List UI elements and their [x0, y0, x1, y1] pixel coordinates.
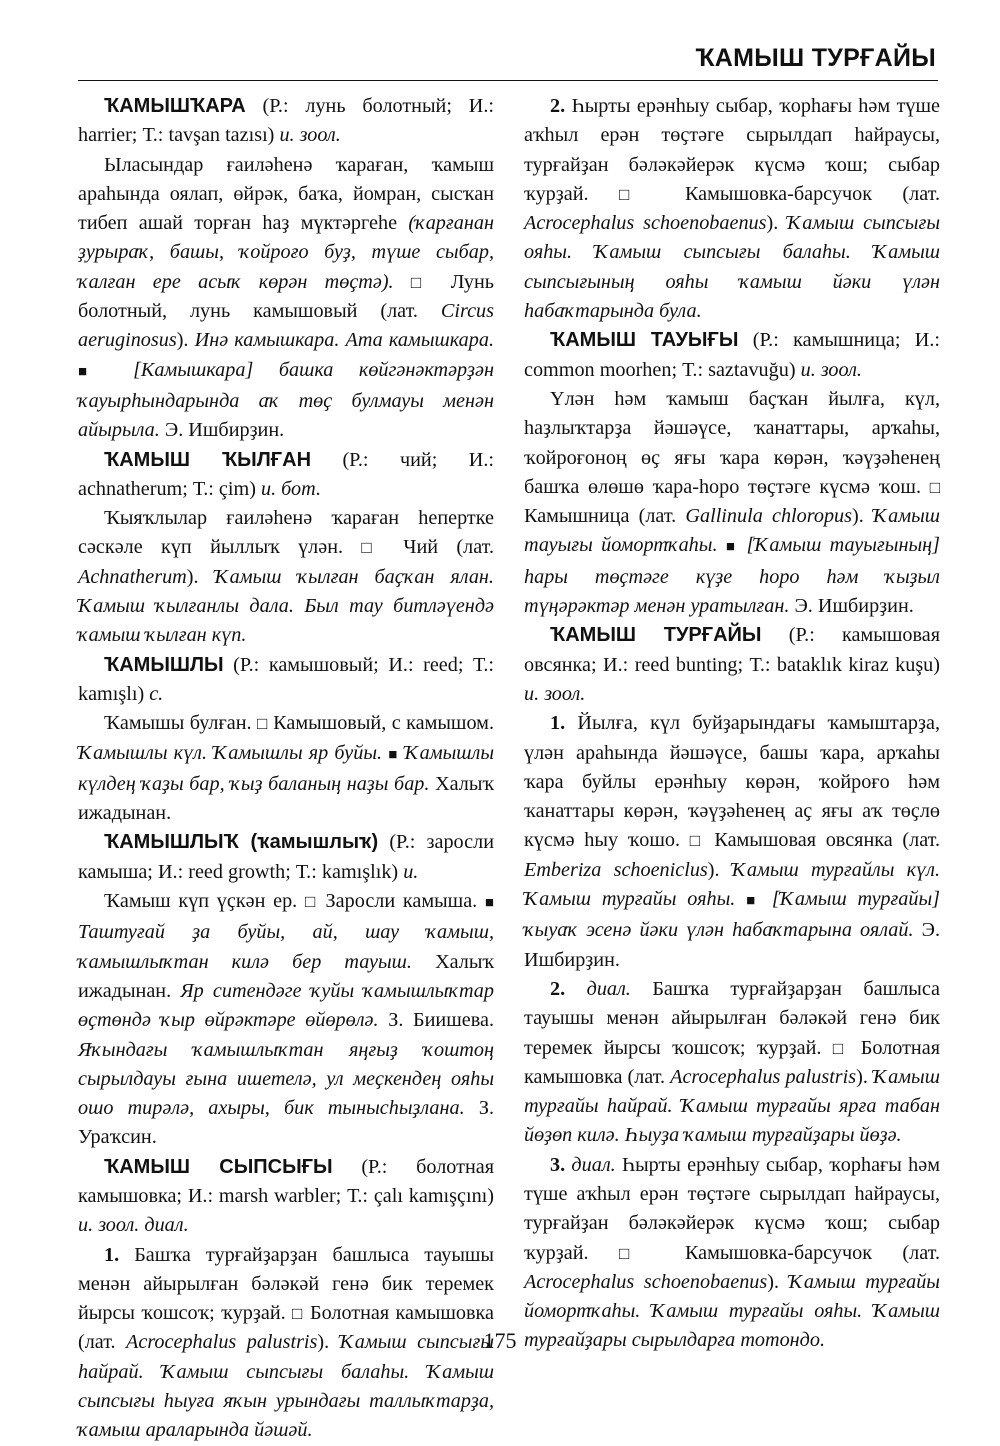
headword: ҠАМЫШЛЫҠ (ҡамышлыҡ) [104, 831, 379, 854]
quotation: Яҡындағы ҡамышлыҡтан яңғыҙ ҡоштоң сырылдауы ғына ишетелә, ул меҫкендең ояһы ошо тирәлә, ахыры, бик тынысһыҙлана. [78, 1038, 494, 1120]
grammar-label: и. зоол. [800, 358, 862, 381]
headword: ҠАМЫШ СЫПСЫҒЫ [104, 1155, 333, 1178]
examples: Ҡамыш турғайы һайрай. Ҡамыш турғайы ярға табан йөҙөп килә. Һыуҙа ҡамыш турғайҙары йөҙә. [524, 1065, 940, 1147]
entry-kamysh-tauyghy-body [524, 385, 940, 621]
definition: Башҡа турғайҙарҙан башлыса тауышы менән айырылған бәләкәй генә бик теремек йырсы ҡошсоҡ; ҡурҙай. [524, 977, 941, 1059]
russian-equivalent: Болотная камышовка (лат. [78, 1302, 494, 1354]
definition: Үлән һәм ҡамыш баҫҡан йылға, күл, һаҙлыҡтарҙа йәшәүсе, ҡанаттары, арҡаһы, ҡойроғоноң өҫ яғы ҡара көрән, ҡәүҙәһенең башҡа өлөшө ҡара-һоро төҫтәге күсмә ҡош. [524, 387, 940, 498]
white-square-icon: □ [618, 184, 655, 204]
grammar-label: и. зоол. диал. [78, 1214, 189, 1237]
quotation: [Камышкара] башка көйгәнәктәрҙән ҡауырһындарында аҡ төҫ булмауы менән айырыла. [78, 358, 494, 442]
entry-meta: (Р.: заросли камыша; И.: reed growth; Т.: kamışlık) [78, 831, 494, 883]
russian-equivalent-end: ). [852, 505, 873, 528]
entry-kamysh-turghayy-sense-3 [524, 1151, 940, 1356]
sense-number: 1. [104, 1243, 120, 1266]
examples: Ҡамыш сыпсығы һайрай. Ҡамыш сыпсығы балаһы. Ҡамыш сыпсығы һыуға яҡын урындағы таллыҡтарҙа, ҡамыш араларында йәшәй. [78, 1331, 494, 1442]
sense-number: 3. [550, 1153, 566, 1176]
sense-number: 2. [550, 977, 566, 1000]
sense-number: 2. [550, 95, 566, 117]
white-square-icon: □ [257, 714, 268, 734]
quote-author: Халыҡ ижадынан. [78, 950, 494, 1002]
russian-equivalent-end: ). [766, 212, 788, 235]
sense-number: 1. [550, 712, 566, 735]
definition: Ҡыяҡлылар ғаиләһенә ҡараған һепертке сәскәле күп йыллыҡ үлән. [78, 507, 494, 559]
entry-kamysh-turghayy-sense-1 [524, 709, 940, 975]
quotation: [Ҡамыш турғайы] ҡыуаҡ эсенә йәки үлән һабаҡтарына оялай. [524, 888, 941, 942]
russian-equivalent: Камышовка-барсучок (лат. [654, 1241, 940, 1264]
russian-equivalent-end: ). [856, 1065, 873, 1088]
russian-equivalent: Камышовый, с камышом. [267, 712, 494, 735]
russian-equivalent: Камышовая овсянка (лат. [704, 829, 940, 852]
entry-meta: (Р.: камышовый; И.: reed; Т.: kamışlı) [78, 653, 494, 705]
grammar-label: с. [149, 682, 164, 705]
examples: Ҡамышлы күл. Ҡамышлы яр буйы. [78, 741, 383, 764]
latin-name: Acrocephalus schoenobaenus [524, 1270, 768, 1293]
examples: Ҡамыш сыпсығы ояһы. Ҡамыш сыпсығы балаһы. Ҡамыш сыпсығының ояһы ҡамыш йәки үлән һабаҡтарында була. [524, 212, 940, 323]
quote-author: Халыҡ ижадынан. [78, 772, 494, 825]
quote-author: Э. Ишбирҙин. [524, 919, 940, 971]
latin-name: Emberiza schoeniclus [524, 858, 708, 881]
headword: ҠАМЫШ ТАУЫҒЫ [550, 329, 739, 352]
black-square-icon: ■ [388, 746, 399, 763]
latin-name: Acrocephalus palustris [670, 1065, 857, 1088]
quotation: Таштуғай ҙа буйы, ай, шау ҡамыш, ҡамышлыҡтан килә бер тауыш. [78, 921, 494, 973]
running-head: ҠАМЫШ ТУРҒАЙЫ [695, 44, 936, 72]
definition: Йылға, күл буйҙарындағы ҡамыштарҙа, үлән араһында йәшәүсе, башы ҡара, арҡаһы ҡара буйлы ерәнһыу көрән, ҡойроғо һәм ҡанаттары көрән, ҡәүҙәһенең аҫ яғы аҡ төҫлө күсмә һыу ҡошо. [524, 712, 940, 852]
entry-kamyshly-header [78, 651, 494, 710]
definition: Һырты ерәнһыу сыбар, ҡорһағы һәм түше аҡһыл ерән төҫтәге сырылдап һайраусы, турғайҙан бәләкәйерәк күсмә ҡош; сыбар ҡурҙай. [524, 1153, 940, 1264]
quote-author: З. Ураҡсин. [78, 1097, 494, 1149]
quote-author: Э. Ишбирҙин. [159, 419, 285, 442]
entry-kamysh-sypsyghy-header [78, 1153, 494, 1241]
quotation: Ҡамышлы күлдең ҡаҙы бар, ҡыҙ баланың наҙы бар. [78, 741, 495, 795]
quote-author: Э. Ишбирҙин. [789, 595, 914, 618]
definition: Ҡамышы булған. [104, 712, 258, 735]
russian-equivalent: Болотная камышовка (лат. [524, 1036, 940, 1088]
black-square-icon: ■ [484, 895, 494, 912]
entry-meta: (Р.: камышовая овсянка; И.: reed bunting; Т.: bataklık kiraz kuşu) [524, 624, 941, 676]
quotation: [Ҡамыш тауығының] һары төҫтәге күҙе һоро һәм ҡыҙыл түңәрәктәр менән уратылған. [524, 534, 941, 618]
black-square-icon: ■ [746, 893, 762, 910]
russian-equivalent-end: ). [186, 565, 215, 588]
russian-equivalent: Камышница (лат. [524, 505, 686, 528]
grammar-label: диал. [565, 977, 631, 1000]
white-square-icon: □ [832, 1038, 850, 1058]
definition: Ҡамыш күп үҫкән ер. [104, 890, 305, 913]
definition: Ыласындар ғаиләһенә ҡараған, ҡамыш араһында оялап, өйрәк, баҡа, йомран, сысҡан тибеп ашай торған һаҙ мүктәргеһе [78, 153, 494, 235]
grammar-label: диал. [565, 1153, 616, 1176]
russian-equivalent: Чий (лат. [384, 536, 494, 559]
grammar-label: и. зоол. [279, 124, 341, 147]
headword: ҠАМЫШ ТУРҒАЙЫ [550, 624, 762, 647]
latin-name: Gallinula chloropus [685, 505, 852, 528]
headword: ҠАМЫШ ҠЫЛҒАН [104, 448, 312, 471]
black-square-icon: ■ [78, 363, 108, 380]
entry-meta: (Р.: чий; И.: achnatherum; Т.: çim) [78, 448, 494, 500]
latin-name: Acrocephalus schoenobaenus [524, 212, 767, 235]
white-square-icon: □ [361, 538, 385, 558]
definition: Башҡа турғайҙарҙан башлыса тауышы менән айырылған бәләкәй генә бик теремек йырсы ҡошсоҡ; ҡурҙай. [78, 1243, 494, 1325]
examples: Ҡамыш тауығы йомортҡаһы. [524, 505, 940, 557]
latin-name: Circus aeruginosus [78, 300, 494, 352]
entry-meta: (Р.: болотная камышовка; И.: marsh warbler; Т.: çalı kamışçını) [78, 1155, 495, 1207]
russian-equivalent: Заросли камыша. [317, 890, 485, 913]
definition: Һырты ерәнһыу сыбар, ҡорһағы һәм түше аҡһыл ерән төҫтәге сырылдап һайраусы, турғайҙан бәләкәйерәк күсмә ҡош; сыбар ҡурҙай. [524, 95, 940, 205]
white-square-icon: □ [618, 1243, 655, 1263]
entry-kamyshlyk-header [78, 828, 494, 887]
white-square-icon: □ [410, 272, 434, 292]
entry-kamyshkara-header [78, 92, 494, 151]
quotation: Яр ситендәге ҡуйы ҡамышлыҡтар өҫтөндә ҡыр өйрәктәре өйөрөлә. [78, 979, 494, 1032]
latin-name: Acrocephalus palustris [126, 1331, 318, 1354]
russian-equivalent-end: ). [317, 1331, 340, 1354]
white-square-icon: □ [292, 1304, 304, 1324]
entry-kamysh-kylgan-header [78, 446, 494, 505]
white-square-icon: □ [689, 831, 705, 851]
definition-italic: (ҡарғанан ҙурыраҡ, башы, ҡойроғо буҙ, түше сыбар, ҡалған ере асыҡ көрән төҫтә). [78, 212, 494, 293]
entry-kamysh-tauyghy-header [524, 326, 940, 385]
grammar-label: и. зоол. [524, 682, 586, 705]
grammar-label: и. бот. [260, 477, 322, 500]
russian-equivalent-end: ). [176, 329, 195, 352]
entry-kamyshly-body [78, 709, 494, 828]
entry-meta: (Р.: лунь болотный; И.: harrier; Т.: tavşan tazısı) [78, 95, 494, 147]
russian-equivalent-end: ). [767, 1270, 789, 1293]
entry-kamysh-sypsyghy-sense-2 [524, 92, 940, 326]
examples: Ҡамыш турғайы йомортҡаһы. Ҡамыш турғайы ояһы. Ҡамыш турғайҙары сырылдарға тотондо. [524, 1270, 940, 1352]
right-column [524, 92, 940, 1356]
entry-meta: (Р.: камышница; И.: common moorhen; Т.: saztavuğu) [524, 329, 941, 381]
white-square-icon: □ [929, 477, 940, 497]
russian-equivalent-end: ). [707, 858, 732, 881]
examples: Инә камышкара. Ата камышкара. [194, 329, 494, 352]
grammar-label: и. [403, 860, 419, 883]
white-square-icon: □ [304, 892, 318, 912]
black-square-icon: ■ [725, 539, 739, 556]
headword: ҠАМЫШЛЫ [104, 653, 224, 676]
entry-kamysh-turghayy-header [524, 621, 940, 709]
entry-kamyshkara-body [78, 151, 494, 446]
entry-kamyshlyk-body [78, 887, 494, 1153]
russian-equivalent: Лунь болотный, лунь камышовый (лат. [78, 270, 495, 323]
page-number: 175 [483, 1328, 517, 1353]
header-rule [78, 80, 938, 81]
entry-kamysh-turghayy-sense-2 [524, 975, 940, 1151]
headword: ҠАМЫШҠАРА [104, 95, 246, 117]
left-column [78, 92, 494, 1446]
quote-author: З. Биишева. [378, 1009, 494, 1032]
latin-name: Achnatherum [78, 565, 187, 588]
russian-equivalent: Камышовка-барсучок (лат. [654, 182, 940, 205]
examples: Ҡамыш турғайлы күл. Ҡамыш турғайы ояһы. [524, 858, 940, 911]
examples: Ҡамыш ҡылған баҫҡан ялан. Ҡамыш ҡылғанлы дала. Был тау битләүендә ҡамыш ҡылған күп. [78, 565, 494, 647]
entry-kamysh-kylgan-body [78, 504, 494, 650]
